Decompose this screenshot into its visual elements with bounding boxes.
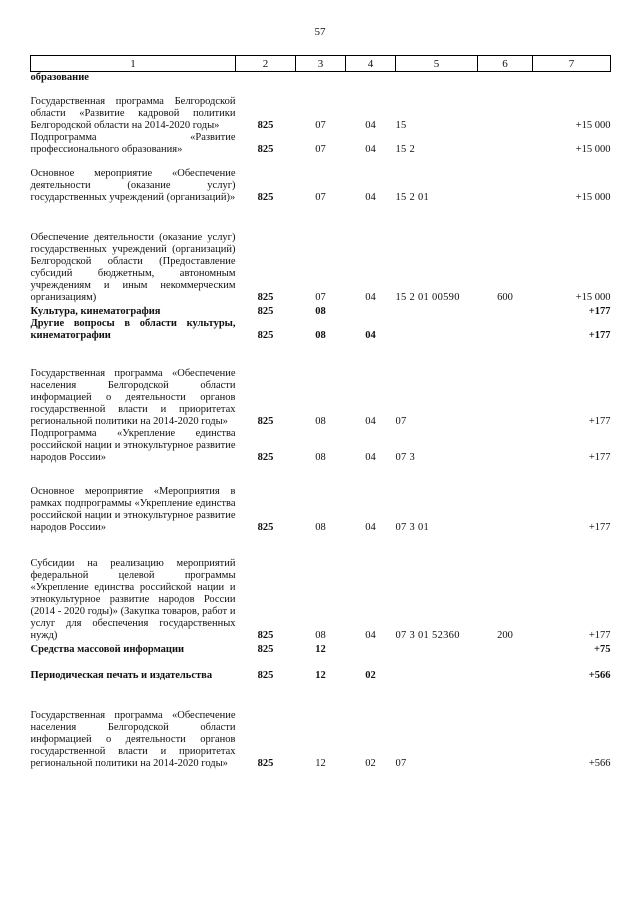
code-expense-type [478,642,533,656]
column-header-4: 4 [346,56,396,72]
code-target-article [396,72,478,85]
page-number: 57 [314,26,326,38]
code-admin: 825 [257,144,274,155]
code-section: 12 [315,644,326,655]
item-name: Другие вопросы в области культуры, кинематографии [30,318,236,341]
code-target-article: 07 3 01 [395,522,430,533]
code-target-article: 15 [395,120,407,131]
amount-change: +566 [588,670,611,681]
column-header-5: 5 [396,56,478,72]
code-admin: 825 [257,306,274,317]
code-expense-type [478,304,533,318]
table-row [31,84,611,132]
amount-change: +177 [588,630,611,641]
code-admin: 825 [257,330,274,341]
amount-change: +566 [588,758,611,769]
item-name: Государственная программа «Обеспечение населения Белгородской области информацией о деятельности органов государственной власти и приоритетах региональной политики на 2014-2020 годы» [30,710,236,769]
code-section: 08 [315,452,326,463]
item-name: Периодическая печать и издательства [30,670,213,681]
code-expense-type [478,342,533,428]
column-header-1: 1 [31,56,236,72]
code-section: 07 [315,144,326,155]
table-row [31,204,611,304]
code-target-article [396,318,478,342]
amount-change: +15 000 [575,292,611,303]
item-name: Основное мероприятие «Обеспечение деятельности (оказание услуг) государственных учреждений (организаций)» [30,168,236,203]
code-section: 12 [315,758,326,769]
code-target-article [396,642,478,656]
code-subsection: 04 [365,144,376,155]
column-header-3: 3 [296,56,346,72]
amount-change: +75 [594,644,611,655]
code-target-article: 15 2 01 [395,192,430,203]
code-subsection [346,642,396,656]
table-row [31,72,611,85]
item-name: Подпрограмма «Развитие профессионального образования» [30,132,236,155]
item-name: Средства массовой информации [30,644,185,655]
code-admin: 825 [257,292,274,303]
code-subsection: 04 [365,522,376,533]
item-name: Государственная программа Белгородской области «Развитие кадровой политики Белгородской области на 2014-2020 годы» [30,96,236,131]
code-target-article [396,304,478,318]
code-subsection: 04 [365,120,376,131]
code-admin: 825 [257,452,274,463]
code-subsection: 02 [365,670,376,681]
code-section: 07 [315,192,326,203]
code-expense-type [478,428,533,464]
code-subsection [346,72,396,85]
table-row [31,656,611,682]
code-target-article: 15 2 [395,144,416,155]
code-admin: 825 [257,416,274,427]
column-header-7: 7 [533,56,611,72]
code-expense-type: 600 [497,292,513,303]
code-section: 08 [315,416,326,427]
table-row [31,132,611,156]
table-row [31,342,611,428]
item-name: Государственная программа «Обеспечение населения Белгородской области информацией о деятельности органов государственной власти и приоритетах региональной политики на 2014-2020 годы» [30,368,236,427]
code-target-article: 07 3 [395,452,416,463]
amount-change [533,72,611,85]
code-admin: 825 [257,120,274,131]
item-name: Субсидии на реализацию мероприятий федеральной целевой программы «Укрепление единства российской нации и этнокультурное развитие народов России (2014 - 2020 годы)» (Закупка товаров, работ и услуг для обеспечения государственных нужд) [30,558,236,641]
amount-change: +177 [588,416,611,427]
code-section: 08 [315,330,326,341]
code-expense-type [478,318,533,342]
code-section: 08 [315,630,326,641]
code-target-article: 15 2 01 00590 [395,292,460,303]
code-target-article: 07 [395,758,407,769]
code-expense-type: 200 [497,630,513,641]
amount-change: +15 000 [575,192,611,203]
code-subsection: 04 [365,330,376,341]
code-target-article: 07 3 01 52360 [395,630,460,641]
code-expense-type [478,84,533,132]
table-row [31,642,611,656]
item-name: образование [30,72,89,83]
code-section: 08 [315,522,326,533]
code-admin: 825 [257,670,274,681]
table-row [31,534,611,642]
code-subsection: 04 [365,630,376,641]
code-section [296,72,346,85]
code-subsection: 04 [365,192,376,203]
item-name: Обеспечение деятельности (оказание услуг) государственных учреждений (организаций) Белгородской области (Предоставление субсидий бюджетным, автономным учреждениям и иным некоммерческим организациям) [30,232,236,303]
amount-change: +177 [588,330,611,341]
code-expense-type [478,682,533,770]
code-target-article [396,656,478,682]
item-name: Подпрограмма «Укрепление единства российской нации и этнокультурное развитие народов России» [30,428,236,463]
amount-change: +15 000 [575,120,611,131]
code-admin: 825 [257,192,274,203]
code-section: 07 [315,292,326,303]
code-section: 12 [315,670,326,681]
budget-table [30,55,611,770]
code-target-article: 07 [395,416,407,427]
code-admin: 825 [257,758,274,769]
table-row [31,464,611,534]
item-name: Основное мероприятие «Мероприятия в рамках подпрограммы «Укрепление единства российской нации и этнокультурное развитие народов России» [30,486,236,533]
code-section: 07 [315,120,326,131]
table-row [31,682,611,770]
code-expense-type [478,656,533,682]
code-expense-type [478,156,533,204]
item-name: Культура, кинематография [30,306,161,317]
amount-change: +177 [588,452,611,463]
code-subsection: 02 [365,758,376,769]
table-row [31,304,611,318]
amount-change: +177 [588,522,611,533]
column-header-2: 2 [236,56,296,72]
amount-change: +15 000 [575,144,611,155]
amount-change: +177 [588,306,611,317]
code-admin: 825 [257,630,274,641]
column-header-6: 6 [478,56,533,72]
code-subsection: 04 [365,416,376,427]
code-subsection: 04 [365,452,376,463]
code-expense-type [478,132,533,156]
code-admin [236,72,296,85]
code-section: 08 [315,306,326,317]
code-subsection: 04 [365,292,376,303]
table-row [31,428,611,464]
code-expense-type [478,72,533,85]
code-expense-type [478,464,533,534]
table-row [31,156,611,204]
header-row [31,56,611,72]
code-subsection [346,304,396,318]
code-admin: 825 [257,644,274,655]
code-admin: 825 [257,522,274,533]
table-row [31,318,611,342]
